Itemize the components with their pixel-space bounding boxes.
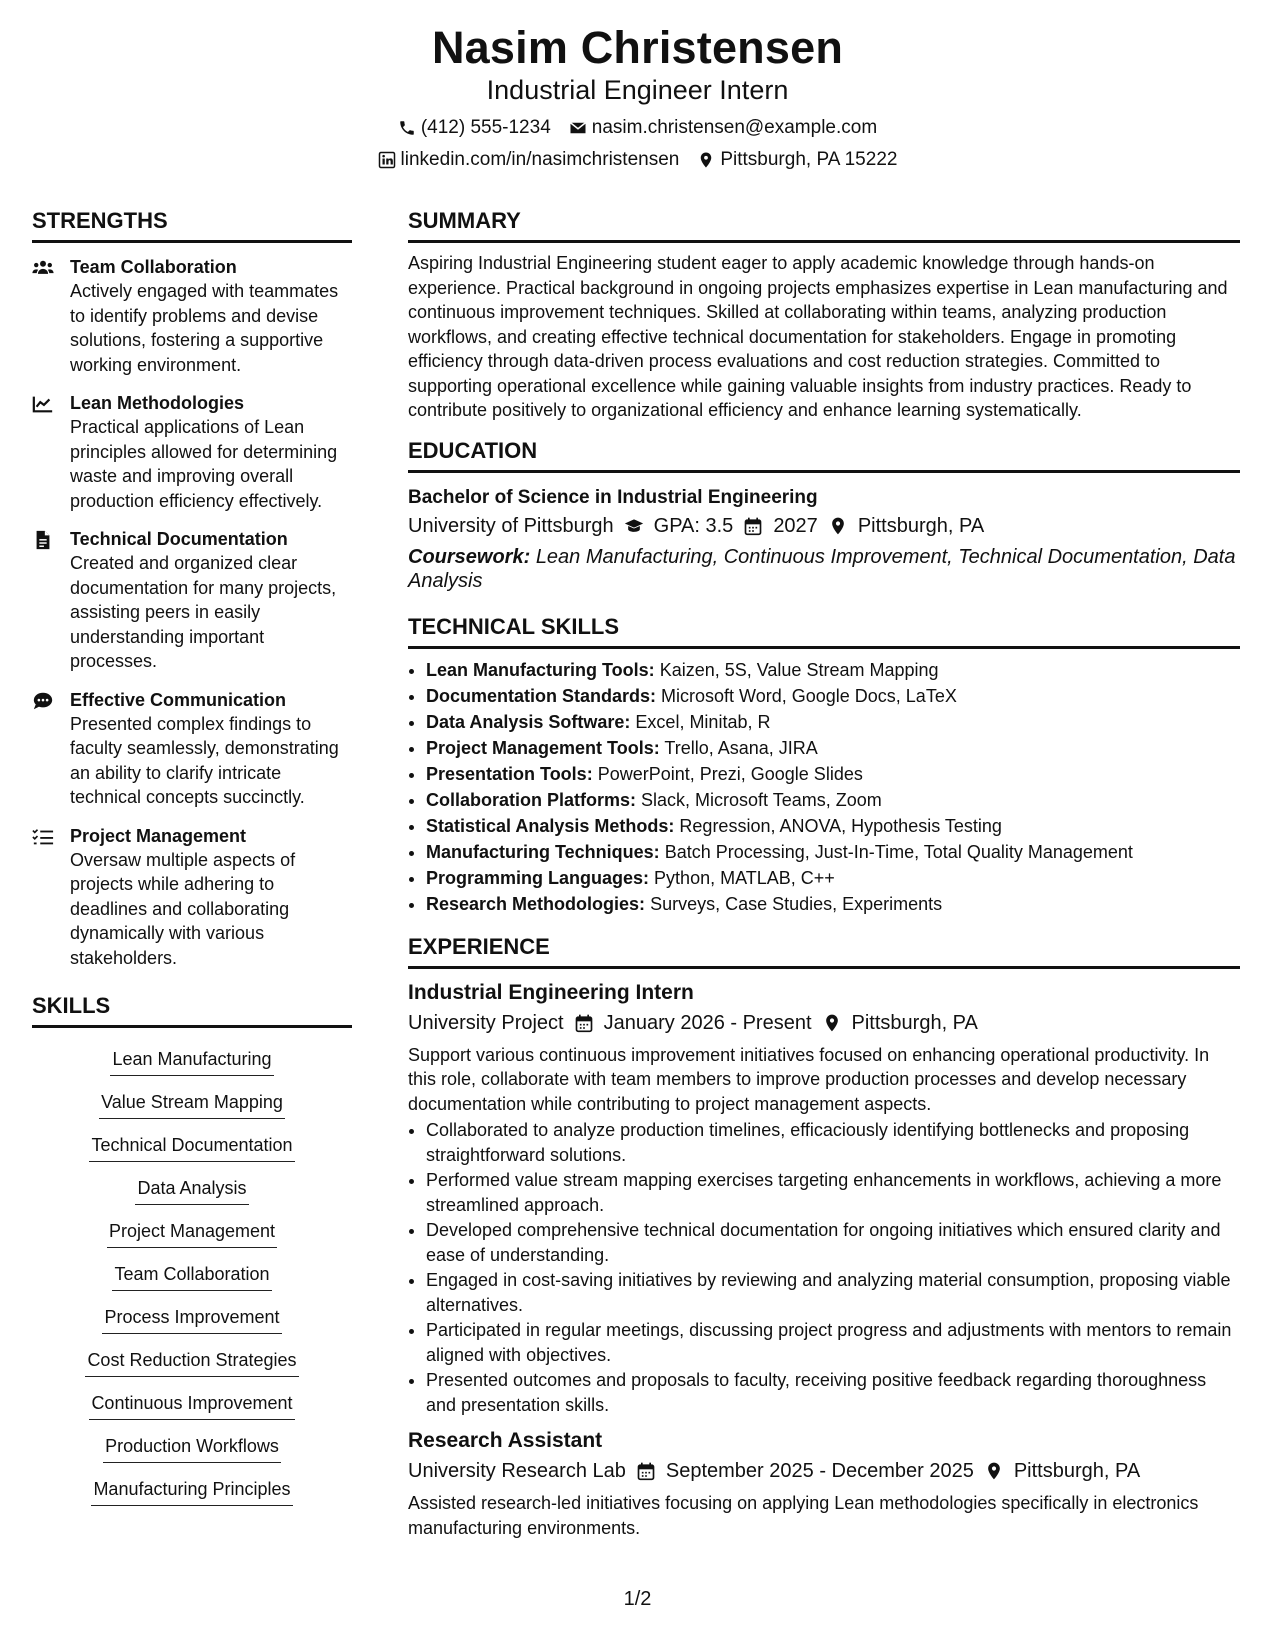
skill-label: Programming Languages: (426, 867, 650, 888)
skill-value: Kaizen, 5S, Value Stream Mapping (659, 659, 939, 680)
skill-item: Manufacturing Principles (91, 1476, 292, 1506)
skill-item: Technical Documentation (89, 1132, 294, 1162)
list-item (426, 761, 1240, 787)
right-column (408, 207, 1240, 1540)
linkedin-text[interactable]: linkedin.com/in/nasimchristensen (400, 149, 680, 170)
technical-skills-heading: TECHNICAL SKILLS (408, 613, 1240, 649)
job-title: Research Assistant (408, 1429, 603, 1452)
strength-title: Lean Methodologies (70, 393, 245, 413)
chart-line-icon (32, 394, 54, 414)
list-item: • Developed comprehensive technical documentation for ongoing initiatives which ensured clarity and ease of understanding. (426, 1218, 1240, 1267)
list-item (426, 709, 1240, 735)
comment-icon (32, 691, 54, 711)
linkedin-contact[interactable] (378, 144, 680, 176)
list-item (426, 865, 1240, 891)
technical-skills-list (408, 657, 1240, 917)
calendar-icon (743, 516, 763, 536)
skill-label: Data Analysis Software: (426, 711, 631, 732)
list-item (426, 787, 1240, 813)
left-column (32, 207, 352, 1511)
map-pin-icon (822, 1013, 842, 1033)
skill-value: Microsoft Word, Google Docs, LaTeX (661, 685, 957, 706)
skill-item: Project Management (107, 1218, 277, 1248)
skill-item: Cost Reduction Strategies (85, 1347, 298, 1377)
job-org: University Project (408, 1011, 564, 1034)
list-item (426, 735, 1240, 761)
skill-item: Data Analysis (135, 1175, 248, 1205)
location-contact (697, 144, 897, 176)
linkedin-icon (378, 151, 396, 169)
skill-label: Research Methodologies: (426, 893, 646, 914)
coursework-label: Coursework: (408, 545, 531, 568)
resume-header (0, 22, 1275, 176)
list-item (426, 657, 1240, 683)
candidate-name: Nasim Christensen (431, 22, 844, 73)
graduation-year: 2027 (773, 514, 818, 537)
job-dates: September 2025 - December 2025 (665, 1460, 974, 1482)
skill-item: Lean Manufacturing (110, 1046, 273, 1076)
gpa-text: GPA: 3.5 (653, 514, 734, 537)
skill-item: Value Stream Mapping (99, 1089, 285, 1119)
list-item: • Collaborated to analyze production timelines, efficaciously identifying bottlenecks and proposing straightforward solutions. (426, 1118, 1240, 1167)
job-entry (408, 979, 1240, 1418)
list-item (426, 891, 1240, 917)
skills-heading: SKILLS (32, 992, 352, 1028)
list-item (426, 839, 1240, 865)
graduation-cap-icon (624, 516, 644, 536)
school-name: University of Pittsburgh (408, 514, 614, 537)
skill-value: Excel, Minitab, R (635, 711, 771, 732)
strength-desc: Created and organized clear documentation for many projects, assisting peers in easily understanding important processes. (70, 553, 337, 671)
skills-list (32, 1028, 352, 1511)
education-location: Pittsburgh, PA (857, 514, 985, 537)
list-item (426, 813, 1240, 839)
strength-title: Effective Communication (70, 689, 287, 710)
strength-item (32, 391, 352, 513)
job-meta (408, 1007, 1240, 1039)
skill-label: Lean Manufacturing Tools: (426, 659, 655, 680)
list-item (426, 683, 1240, 709)
strength-title: Team Collaboration (70, 257, 237, 277)
skill-label: Manufacturing Techniques: (426, 841, 660, 862)
list-item: • Participated in regular meetings, discussing project progress and adjustments with mentors to remain aligned with objectives. (426, 1318, 1240, 1367)
strength-desc: Practical applications of Lean principles allowed for determining waste and improving overall production efficiency effectively. (70, 417, 338, 511)
job-description: Assisted research-led initiatives focusing on applying Lean methodologies specifically in electronics manufacturing environments. (408, 1493, 1199, 1538)
contact-row-1 (0, 112, 1275, 144)
skill-item: Team Collaboration (112, 1261, 271, 1291)
task-list-icon (32, 827, 54, 847)
job-org: University Research Lab (408, 1460, 626, 1482)
skill-item: Continuous Improvement (89, 1390, 294, 1420)
summary-heading: SUMMARY (408, 207, 1240, 243)
envelope-icon (569, 119, 587, 137)
document-icon (32, 530, 54, 550)
coursework (408, 545, 1240, 593)
job-description: Support various continuous improvement initiatives focused on enhancing operational productivity. In this role, collaborate with team members to improve production processes and develop necessary documentation while contributing to project management aspects. (408, 1044, 1210, 1114)
strength-desc: Presented complex findings to faculty seamlessly, demonstrating an ability to clarify intricate technical concepts succinctly. (70, 713, 339, 807)
strength-title: Technical Documentation (70, 529, 288, 549)
strength-title: Project Management (70, 825, 247, 846)
degree-title: Bachelor of Science in Industrial Engineering (408, 486, 818, 508)
map-pin-icon (984, 1461, 1004, 1481)
education-heading: EDUCATION (408, 437, 1240, 473)
users-icon (32, 258, 54, 278)
phone-icon (398, 119, 416, 137)
contact-row-2 (0, 144, 1275, 176)
list-item: • Engaged in cost-saving initiatives by reviewing and analyzing material consumption, proposing viable alternatives. (426, 1268, 1240, 1317)
job-location: Pittsburgh, PA (851, 1011, 978, 1034)
location-text: Pittsburgh, PA 15222 (720, 149, 898, 170)
skill-label: Documentation Standards: (426, 685, 657, 706)
calendar-icon (636, 1461, 656, 1481)
calendar-icon (574, 1013, 594, 1033)
skill-value: Surveys, Case Studies, Experiments (650, 893, 943, 914)
skill-label: Project Management Tools: (426, 737, 660, 758)
skill-label: Collaboration Platforms: (426, 789, 637, 810)
job-location: Pittsburgh, PA (1013, 1460, 1141, 1482)
skill-value: PowerPoint, Prezi, Google Slides (597, 763, 863, 784)
strength-item (32, 688, 352, 810)
page-number: 1/2 (623, 1588, 652, 1610)
candidate-title: Industrial Engineer Intern (486, 75, 789, 105)
skill-value: Batch Processing, Just-In-Time, Total Quality Management (664, 841, 1133, 862)
email-text[interactable]: nasim.christensen@example.com (591, 117, 878, 138)
job-dates: January 2026 - Present (603, 1011, 812, 1034)
skill-label: Statistical Analysis Methods: (426, 815, 675, 836)
skill-value: Slack, Microsoft Teams, Zoom (641, 789, 882, 810)
job-bullets (408, 1118, 1240, 1417)
job-meta (408, 1455, 1240, 1487)
skill-value: Python, MATLAB, C++ (654, 867, 835, 888)
map-pin-icon (828, 516, 848, 536)
coursework-text: Lean Manufacturing, Continuous Improvement, Technical Documentation, Data Analysis (408, 545, 1236, 592)
skill-value: Trello, Asana, JIRA (664, 737, 818, 758)
list-item: • Presented outcomes and proposals to faculty, receiving positive feedback regarding thoroughness and presentation skills. (426, 1368, 1240, 1417)
job-title: Industrial Engineering Intern (408, 980, 694, 1004)
skill-value: Regression, ANOVA, Hypothesis Testing (679, 815, 1002, 836)
experience-heading: EXPERIENCE (408, 933, 1240, 969)
list-item: • Performed value stream mapping exercises targeting enhancements in workflows, achieving a more streamlined approach. (426, 1168, 1240, 1217)
phone-contact (398, 112, 551, 144)
job-entry (408, 1427, 1240, 1540)
map-pin-icon (697, 151, 715, 169)
strength-item (32, 527, 352, 674)
phone-text: (412) 555-1234 (420, 117, 551, 138)
strength-item (32, 255, 352, 377)
education-meta (408, 511, 1240, 541)
skill-item: Process Improvement (102, 1304, 281, 1334)
strength-desc: Actively engaged with teammates to identify problems and devise solutions, fostering a supportive working environment. (70, 281, 339, 375)
email-contact[interactable] (569, 112, 877, 144)
skill-item: Production Workflows (103, 1433, 281, 1463)
summary-text: Aspiring Industrial Engineering student eager to apply academic knowledge through hands-on experience. Practical background in ongoing projects emphasizes expertise in Lean manufacturing and continuous improvement techniques. Skilled at collaborating within teams, analyzing production workflows, and creating effective technical documentation for stakeholders. Engage in promoting efficiency through data-driven process evaluations and cost reduction strategies. Committed to supporting operational excellence while gaining valuable insights from industry practices. Ready to contribute positively to organizational efficiency and enhance learning systematically. (408, 253, 1228, 420)
strengths-heading: STRENGTHS (32, 207, 352, 243)
strength-desc: Oversaw multiple aspects of projects while adhering to deadlines and collaborating dynamically with various stakeholders. (70, 849, 296, 968)
skill-label: Presentation Tools: (426, 763, 593, 784)
strength-item (32, 824, 352, 971)
